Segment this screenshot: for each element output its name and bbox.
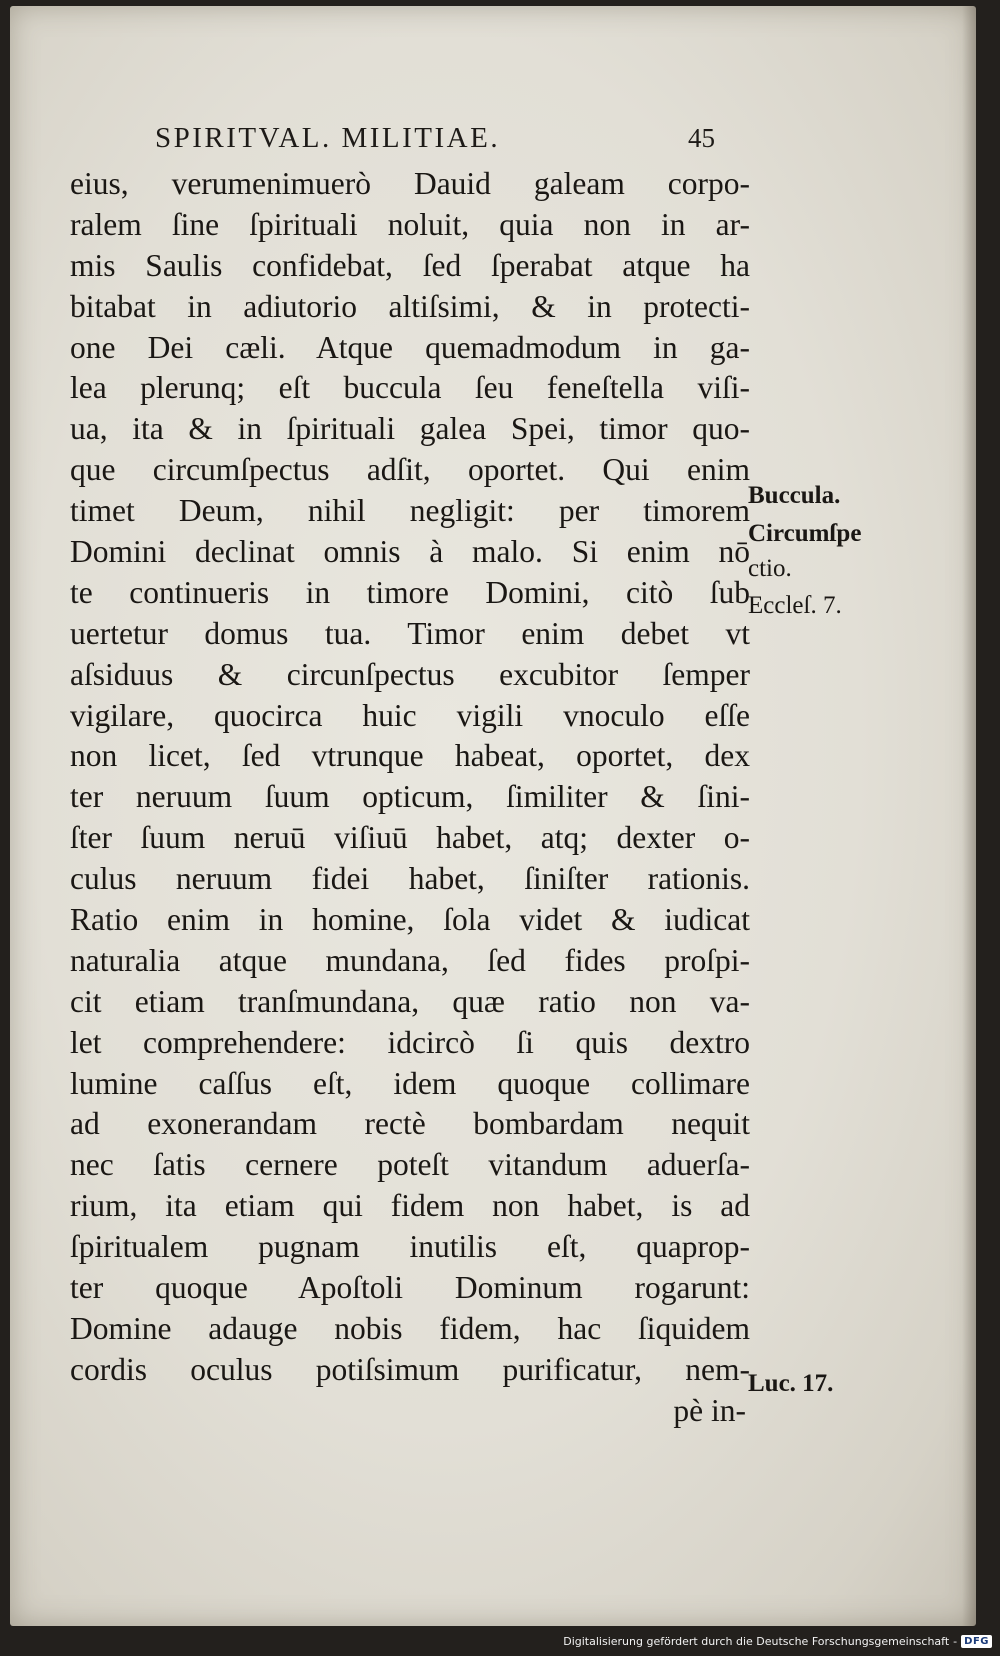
text-line: que circumſpectus adſit, oportet. Qui enim	[70, 452, 750, 488]
text-line: lumine caſſus eſt, idem quoque collimare	[70, 1065, 750, 1101]
text-line: aſsiduus & circunſpectus excubitor ſemper	[70, 656, 750, 692]
text-line: cordis oculus potiſsimum purificatur, nem-	[70, 1351, 750, 1387]
text-line: uertetur domus tua. Timor enim debet vt	[70, 615, 750, 651]
text-line: Ratio enim in homine, ſola videt & iudicat	[70, 902, 750, 938]
margin-note-buccula: Buccula.	[748, 482, 841, 509]
text-line: ad exonerandam rectè bombardam nequit	[70, 1106, 750, 1142]
text-line: non licet, ſed vtrunque habeat, oportet, dex	[70, 738, 750, 774]
text-line: ter neruum ſuum opticum, ſimiliter & ſini-	[70, 779, 750, 815]
text-line: Domine adauge nobis fidem, hac ſiquidem	[70, 1310, 750, 1346]
text-line: ralem ſine ſpirituali noluit, quia non in ar-	[70, 206, 750, 242]
page-edge-shadow	[962, 6, 976, 1626]
page-number: 45	[688, 123, 715, 153]
text-line: ſter ſuum neruū viſiuū habet, atq; dexter o-	[70, 820, 750, 856]
text-line: timet Deum, nihil negligit: per timorem	[70, 493, 750, 529]
text-line: cit etiam tranſmundana, quæ ratio non va-	[70, 983, 750, 1019]
dfg-logo: DFG	[961, 1635, 992, 1648]
text-line: one Dei cæli. Atque quemadmodum in ga-	[70, 329, 750, 365]
text-line: vigilare, quocirca huic vigili vnoculo eſſe	[70, 697, 750, 733]
credit-text: Digitalisierung gefördert durch die Deutsche Forschungsgemeinschaft	[563, 1634, 950, 1648]
text-line: eius, verumenimuerò Dauid galeam corpo-	[70, 166, 750, 201]
text-line: ter quoque Apoſtoli Dominum rogarunt:	[70, 1270, 750, 1306]
text-line: ſpiritualem pugnam inutilis eſt, quaprop-	[70, 1229, 750, 1265]
margin-note-circumspectio: Circumſpe	[748, 520, 862, 547]
text-line: mis Saulis confidebat, ſed ſperabat atque ha	[70, 247, 750, 283]
margin-note-lucas: Luc. 17.	[748, 1370, 834, 1397]
text-line: rium, ita etiam qui fidem non habet, is ad	[70, 1188, 750, 1224]
text-line: bitabat in adiutorio altiſsimi, & in protecti-	[70, 288, 750, 324]
text-line: nec ſatis cernere poteſt vitandum aduerſa-	[70, 1147, 750, 1183]
running-head-title: SPIRITVAL. MILITIAE.	[155, 122, 501, 154]
text-line: lea plerunq; eſt buccula ſeu feneſtella viſi-	[70, 370, 750, 406]
margin-note-ecclesiasticus: Eccleſ. 7.	[748, 592, 842, 619]
text-line: naturalia atque mundana, ſed fides proſpi-	[70, 942, 750, 978]
text-line: Domini declinat omnis à malo. Si enim nō	[70, 534, 750, 570]
body-text	[70, 164, 750, 1432]
text-line: te continueris in timore Domini, citò ſub	[70, 574, 750, 610]
running-head	[155, 122, 715, 162]
text-line: culus neruum fidei habet, ſiniſter rationis.	[70, 861, 750, 897]
digitization-credit: Digitalisierung gefördert durch die Deutsche Forschungsgemeinschaft - DFG	[563, 1630, 992, 1652]
margin-note-circumspectio-cont: ctio.	[748, 555, 792, 582]
text-line: ua, ita & in ſpirituali galea Spei, timor quo-	[70, 411, 750, 447]
catchword: pè in-	[673, 1392, 746, 1428]
text-line: let comprehendere: idcircò ſi quis dextro	[70, 1024, 750, 1060]
